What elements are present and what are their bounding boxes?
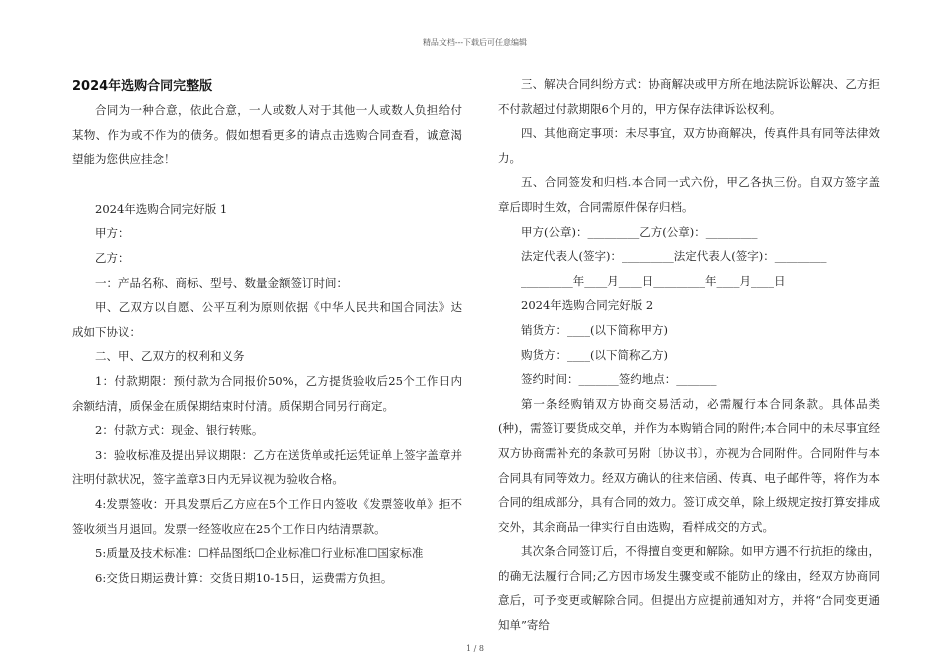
- clause-acceptance: 3：验收标准及提出异议期限：乙方在送货单或托运凭证单上签字盖章并注明付款状况，签字盖章3日内无异议视为验收合格。: [72, 447, 462, 487]
- clause-agreement-basis: 甲、乙双方以自愿、公平互利为原则依据《中华人民共和国合同法》达成如下协议：: [72, 300, 462, 339]
- buyer-line: 购货方：____(以下简称乙方): [521, 347, 668, 362]
- seller-line: 销货方：____(以下简称甲方): [521, 322, 668, 337]
- clause-other-matters: 四、其他商定事项：未尽事宜，双方协商解决，传真件具有同等法律效力。: [498, 126, 880, 165]
- left-column: [72, 72, 462, 590]
- clause-delivery: 6:交货日期运费计算：交货日期10-15日，运费需方负担。: [95, 570, 393, 585]
- page-number: 1 / 8: [466, 644, 484, 653]
- signing-time-place-line: 签约时间：_______签约地点：_______: [521, 372, 717, 387]
- clause-payment-method: 2：付款方式：现金、银行转账。: [95, 423, 264, 438]
- clause-signing-archive: 五、合同签发和归档.本合同一式六份，甲乙各执三份。自双方签字盖章后即时生效，合同需原件保存归档。: [498, 175, 880, 214]
- document-title: 2024年选购合同完整版: [72, 79, 213, 94]
- article-two: 其次条合同签订后，不得擅自变更和解除。如甲方遇不行抗拒的缘由，的确无法履行合同;乙方因市场发生骤变或不能防止的缘由，经双方协商同意后，可予变更或解除合同。但提出方应提前通知对方，并将“合同变更通知单”寄给: [498, 544, 880, 633]
- date-line: _________年____月____日_________年____月____日: [521, 273, 786, 288]
- page-header: 精品文档---下载后可任意编辑: [422, 38, 528, 47]
- party-b-line: 乙方：: [95, 250, 130, 265]
- clause-dispute: 三、解决合同纠纷方式：协商解决或甲方所在地法院诉讼解决、乙方拒不付款超过付款期限6个月的，甲方保存法律诉讼权利。: [498, 77, 880, 116]
- clause-invoice: 4:发票签收：开具发票后乙方应在5个工作日内签收《发票签收单》拒不签收须当月退回。发票一经签收应在25个工作日内结清票款。: [72, 496, 462, 536]
- party-a-line: 甲方：: [95, 226, 130, 241]
- representative-line: 法定代表人(签字)：_________法定代表人(签字)：_________: [521, 249, 827, 264]
- clause-quality-standard: 5:质量及技术标准：☐样品图纸☐企业标准☐行业标准☐国家标准: [95, 546, 424, 561]
- section-heading-version-2: 2024年选购合同完好版 2: [521, 298, 654, 313]
- section-heading-version-1: 2024年选购合同完好版 1: [95, 201, 228, 216]
- right-column: [498, 72, 880, 638]
- clause-payment-term: 1：付款期限：预付款为合同报价50%，乙方提货验收后25个工作日内余额结清，质保金在质保期结束时付清。质保期合同另行商定。: [72, 373, 462, 413]
- clause-rights-duties: 二、甲、乙双方的权利和义务: [95, 349, 245, 364]
- clause-product-info: 一：产品名称、商标、型号、数量金额签订时间：: [95, 275, 348, 290]
- article-one: 第一条经购销双方协商交易活动，必需履行本合同条款。具体品类(种)，需签订要货成交单，并作为本购销合同的附件;本合同中的未尽事宜经双方协商需补充的条款可另附〔协议书〕，亦视为合同附件。合同附件与本合同具有同等效力。经双方确认的往来信函、传真、电子邮件等，将作为本合同的组成部分，具有合同的效力。签订成交单，除上级规定按打算安排成交外，其余商品一律实行自由选购，看样成交的方式。: [498, 396, 880, 534]
- seal-line: 甲方(公章)：_________乙方(公章)：_________: [521, 224, 758, 239]
- intro-paragraph: 合同为一种合意，依此合意，一人或数人对于其他一人或数人负担给付某物、作为或不作为的债务。假如想看更多的请点击选购合同查看，诚意渴望能为您供应挂念！: [72, 103, 462, 167]
- section-gap: [72, 172, 462, 197]
